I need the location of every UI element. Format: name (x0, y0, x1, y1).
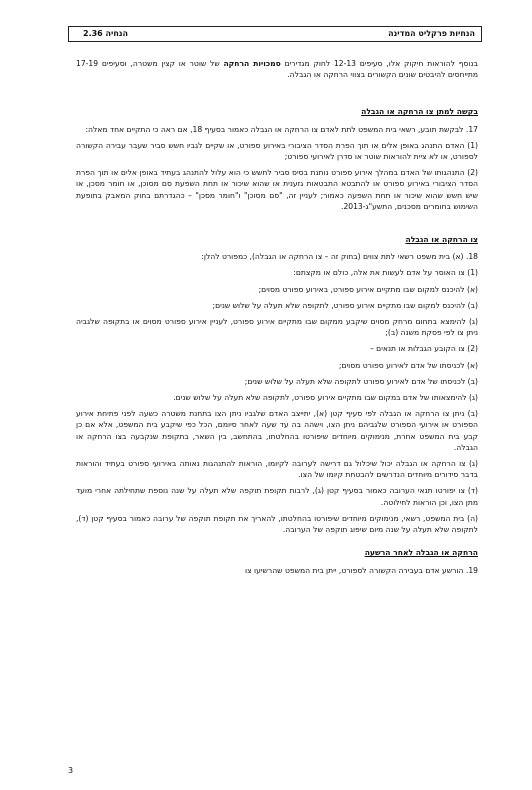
page-number: 3 (68, 766, 74, 775)
clause-18-a-2-a: (א) לכניסתו של אדם לאירוע ספורט מסוים; (338, 360, 478, 370)
clause-18-a-1: (1) צו האוסר על אדם לעשות את אלה, כולם או מקצתם: (293, 268, 478, 278)
clause-18-g: (ג) צו הרחקה או הגבלה יכול שיכלול גם דרישה לערובה לקיומו, הוראות להתנהגות נאותה באירועי ספורט בעתיד והוראות בדבר סידורים מיוחדים הנדרשים להבטחת קיומו של הצו. (76, 459, 478, 480)
clause-17: 17. לבקשת תובע, רשאי בית המשפט לתת לאדם צו הרחקה או הגבלה כאמור בסעיף 18, אם ראה כי התקיים אחד מאלה: (85, 124, 478, 134)
intro-text-2: של שוטר או קצין משטרה, וסעיפים 17-19 מתייחסים להיבטים שונים הקשורים בצווי הרחקה או הגבלה. (76, 59, 478, 80)
intro-bold-term: סמכויות הרחקה (223, 59, 281, 68)
clause-18-a-1-a: (א) להיכנס למקום שבו מתקיים אירוע ספורט, באירוע ספורט מסוים; (258, 284, 478, 294)
section-title-order: צו הרחקה או הגבלה (405, 235, 478, 245)
intro-text-1: בנוסף להוראות חיקוק אלו, סעיפים 12-13 לחוק מגדירים (280, 59, 478, 68)
clause-17-1: (1) האדם התנהג באופן אלים או תוך הפרת הסדר הציבורי באירוע ספורט, או שקיים לגביו חשש סביר שעבר עבירה הקשורה לספורט, או לא ציית להוראות שוטר או סדרן לאירועי ספורט; (76, 140, 478, 162)
clause-18-h: (ה) בית המשפט, רשאי, מנימוקים מיוחדים שיפורטו בהחלטתו, להאריך את תקופת תוקפה של ערובה כאמור בסעיף קטן (ד), לתקופה שלא תעלה על שנה מיום שיפוג תוקפה של הערובה. (76, 513, 478, 535)
clause-18-a: 18. (א) בית משפט רשאי לתת צווים (בחוק זה – צו הרחקה או הגבלה), כמפורט להלן: (201, 252, 478, 262)
clause-18-b: (ב) ניתן צו הרחקה או הגבלה לפי סעיף קטן (א), יתייצב האדם שלגביו ניתן הצו בתחנת משטרה כשעה לפני פתיחת אירוע הספורט או אירועי הספורט שלגביהם ניתן הצו, וישהה בה עד שעה לאחר סיומם, הכל כפי שיקבע בית המשפט, אלא אם כן קבע בית המשפט אחרת, מנימוקים מיוחדים שיפורטו בהחלטתו, בהתחשב, בין השאר, בתקופת שנקבעה בצו הרחקה או הגבלה. (76, 409, 478, 452)
page-header (68, 26, 482, 42)
clause-19: 19. הורשע אדם בעבירה הקשורה לספורט, ייתן בית המשפט שהרשיעו צו (245, 565, 478, 575)
clause-18-a-2-b: (ב) לכניסתו של אדם לאירוע ספורט לתקופה שלא תעלה על שלוש שנים; (244, 376, 478, 386)
clause-18-d: (ד) צו יפורטו תנאי הערובה כאמור בסעיף קטן (ג), לרבות תקופת תוקפה שלא תעלה על שנה נוספת שתחילתה אחרי מועד מתן הצו, וכן הוראות לחילוטה. (76, 486, 478, 507)
header-guideline-number: הנחיה 2.36 (83, 29, 129, 38)
clause-17-2: (2) התנהגותו של האדם במהלך אירוע ספורט נותנת בסיס סביר לחשש כי הוא עלול להתנהג בעתיד באופן אלים או תוך הפרת הסדר הציבורי באירוע ספורט או להתבטא התבטאות גזענית או שהוא שיכור או תחת השפעת סם מסוכן, או חומר מסכן, או שיש חשש שהוא שיכור או תחת השפעה כאמור; לעניין זה, "סם מסוכן" ו"חומר מסכן" – כהגדרתם בחוק המאבק בתופעת השימוש בחומרים מסכנים, התשע"ג-2013. (76, 168, 478, 211)
page-body (76, 58, 478, 581)
header-title: הנחיות פרקליט המדינה (388, 29, 475, 38)
intro-paragraph (76, 58, 478, 80)
clause-18-a-2-g: (ג) להימצאותו של אדם במקום שבו מתקיים אירוע ספורט, לתקופה שלא תעלה על שלוש שנים. (173, 393, 478, 403)
clause-18-a-1-b: (ב) להיכנס למקום שבו מתקיים אירוע ספורט, לתקופה שלא תעלה על שלוש שנים; (212, 300, 478, 310)
section-title-after-conviction: הרחקה או הגבלה לאחר הרשעה (364, 548, 478, 558)
clause-18-a-2: (2) צו הקובע הגבלות או תנאים – (369, 344, 478, 354)
clause-18-a-1-g: (ג) להימצא בתחום מרחק מסוים שיקבע ממקום שבו מתקיים אירוע ספורט, לעניין אירוע ספורט מסוים או בתקופה שלגביה ניתן צו לפי פסקת משנה (ב); (76, 317, 478, 338)
section-title-request: בקשה למתן צו הרחקה או הגבלה (361, 107, 478, 117)
